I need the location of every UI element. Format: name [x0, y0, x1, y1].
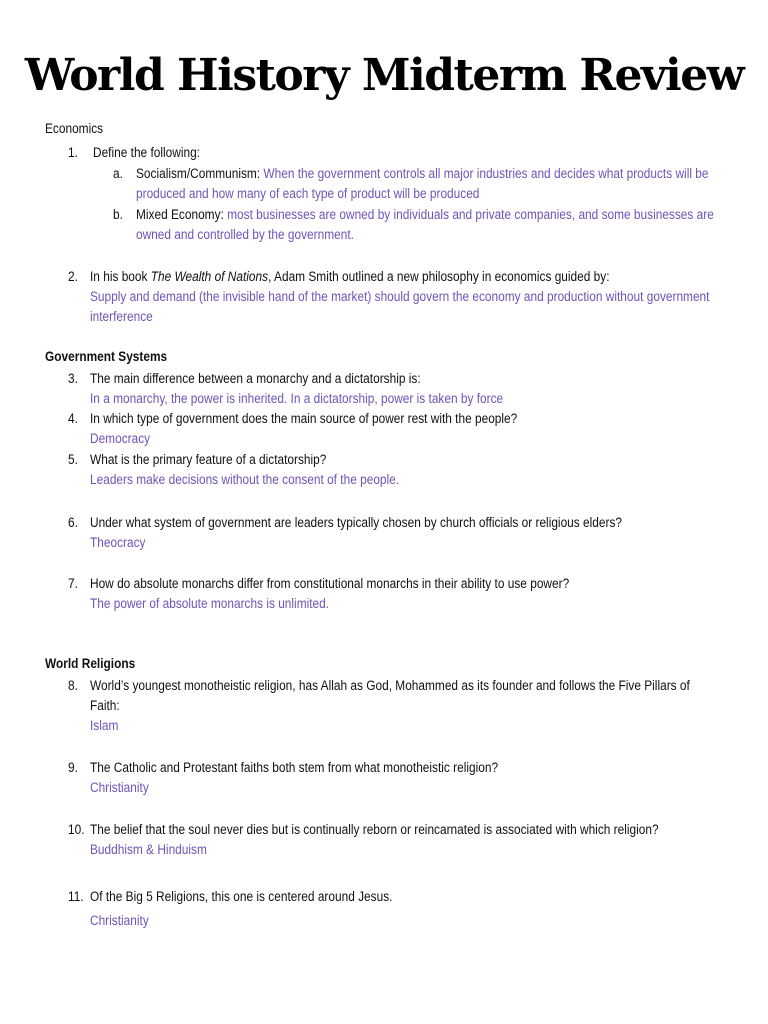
q6-number: 6. — [68, 515, 78, 530]
q7-answer: The power of absolute monarchs is unlimited. — [90, 596, 330, 611]
q6-question: Under what system of government are leaders typically chosen by church officials or religious elders? — [90, 515, 623, 530]
q4-answer: Democracy — [90, 431, 151, 446]
q5-answer: Leaders make decisions without the consent of the people. — [90, 472, 400, 487]
section-economics: Economics — [45, 121, 104, 136]
q1b-label: b. — [113, 207, 123, 222]
q1a-term: Socialism/Communism: — [136, 166, 261, 181]
q8-question-line2: Faith: — [90, 698, 120, 713]
q11-number: 11. — [68, 889, 84, 904]
q9-answer: Christianity — [90, 780, 149, 795]
q2-question — [90, 267, 610, 287]
q3-number: 3. — [68, 371, 78, 386]
q9-question: The Catholic and Protestant faiths both stem from what monotheistic religion? — [90, 760, 499, 775]
q8-question-line1: World’s youngest monotheistic religion, has Allah as God, Mohammed as its founder and follows the Five Pillars of — [90, 678, 690, 693]
section-government: Government Systems — [45, 349, 168, 364]
q6-answer: Theocracy — [90, 535, 146, 550]
q1b-term: Mixed Economy: — [136, 207, 224, 222]
q11-question: Of the Big 5 Religions, this one is centered around Jesus. — [90, 889, 393, 904]
q3-answer: In a monarchy, the power is inherited. In a dictatorship, power is taken by force — [90, 391, 504, 406]
q2-post: , Adam Smith outlined a new philosophy in economics guided by: — [268, 269, 610, 284]
q2-number: 2. — [68, 269, 78, 284]
q2-answer-line2: interference — [90, 309, 153, 324]
q1a-answer-line2: produced and how many of each type of product will be produced — [136, 186, 480, 201]
q1-question: Define the following: — [93, 145, 200, 160]
q1a-answer-line1: When the government controls all major industries and decides what products will be — [263, 166, 709, 181]
q10-number: 10. — [68, 822, 85, 837]
q1b-answer-line2: owned and controlled by the government. — [136, 227, 354, 242]
page-title: World History Midterm Review — [24, 50, 744, 101]
q4-question: In which type of government does the main source of power rest with the people? — [90, 411, 518, 426]
q10-answer: Buddhism & Hinduism — [90, 842, 207, 857]
q1b-line1 — [136, 205, 714, 225]
q8-number: 8. — [68, 678, 78, 693]
q8-answer: Islam — [90, 718, 119, 733]
q5-question: What is the primary feature of a dictatorship? — [90, 452, 327, 467]
q4-number: 4. — [68, 411, 78, 426]
q1-number: 1. — [68, 145, 78, 160]
q11-answer: Christianity — [90, 913, 149, 928]
q2-book-title: The Wealth of Nations — [150, 269, 269, 284]
q1a-label: a. — [113, 166, 123, 181]
q10-question: The belief that the soul never dies but is continually reborn or reincarnated is associated with which religion? — [90, 822, 659, 837]
q3-question: The main difference between a monarchy and a dictatorship is: — [90, 371, 421, 386]
q7-question: How do absolute monarchs differ from constitutional monarchs in their ability to use power? — [90, 576, 570, 591]
q7-number: 7. — [68, 576, 78, 591]
q9-number: 9. — [68, 760, 78, 775]
q2-pre: In his book — [90, 269, 151, 284]
q2-answer-line1: Supply and demand (the invisible hand of the market) should govern the economy and production without government — [90, 289, 710, 304]
q1a-line1 — [136, 164, 708, 184]
q1b-answer-line1: most businesses are owned by individuals and private companies, and some businesses are — [227, 207, 714, 222]
q5-number: 5. — [68, 452, 78, 467]
section-religions: World Religions — [45, 656, 136, 671]
